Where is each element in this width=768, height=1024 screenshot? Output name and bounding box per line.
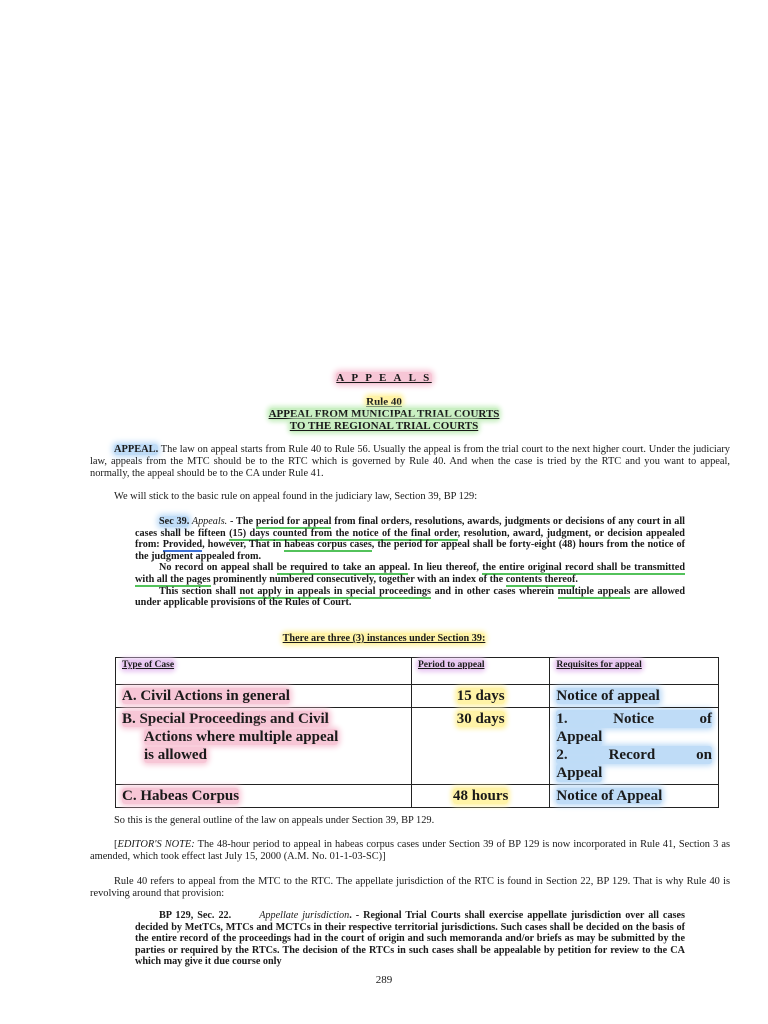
bp129-quote: BP 129, Sec. 22. Appellate jurisdiction. - Regional Trial Courts shall exercise appellate jurisdiction over all cases decided by MetTCs, MTCs and MCTCs in their respective territorial jurisdictions. Such cases shall be decided on the basis of the entire record of the proceedings had in the court of origin and such memoranda and/or briefs as may be submitted by the parties or required by the RTCs. The decision of the RTCs in such cases shall be appealable by petition for review to the CA which may give it due course only	[135, 910, 686, 968]
table-row	[116, 685, 719, 708]
cell-period: 48 hours	[411, 785, 549, 808]
cell-type: C. Habeas Corpus	[116, 785, 412, 808]
cell-period: 15 days	[411, 685, 549, 708]
cell-requisites: 1. Notice of Appeal 2. Record on Appeal	[550, 708, 719, 785]
page-number: 289	[375, 974, 393, 986]
stick-paragraph: We will stick to the basic rule on appeal found in the judiciary law, Section 39, BP 129:	[114, 491, 478, 502]
editor-note: [EDITOR'S NOTE: The 48-hour period to appeal in habeas corpus cases under Section 39 of BP 129 is now incorporated in Rule 41, Section 3 as amended, which took effect last July 15, 2000 (A.M. No. 01-1-03-SC)]	[90, 839, 731, 862]
table-header-row	[116, 658, 719, 685]
rule40-paragraph: Rule 40 refers to appeal from the MTC to the RTC. The appellate jurisdiction of the RTC is found in Section 22, BP 129. That is why Rule 40 is revolving around that provision:	[90, 876, 730, 899]
intro-paragraph	[90, 444, 730, 480]
cell-type: B. Special Proceedings and Civil Actions where multiple appeal is allowed	[116, 708, 412, 785]
instances-heading: There are three (3) instances under Section 39:	[282, 633, 486, 644]
bp129-italic: Appellate jurisdiction	[259, 910, 350, 921]
appeal-table	[115, 657, 719, 808]
sec39-lead: Sec 39.	[159, 516, 190, 527]
intro-text: The law on appeal starts from Rule 40 to Rule 56. Usually the appeal is from the trial court to the next higher court. Under the judiciary law, appeals from the MTC should be to the RTC which is governed by Rule 40. And when the case is tried by the RTC and you want to appeal, normally, the appeal should be to the CA under Rule 41.	[90, 444, 730, 479]
title-heading-line1: APPEAL FROM MUNICIPAL TRIAL COURTS	[268, 408, 500, 420]
bp129-lead: BP 129, Sec. 22.	[159, 910, 232, 921]
cell-period: 30 days	[411, 708, 549, 785]
title-rule: Rule 40	[366, 396, 402, 408]
cell-requisites: Notice of Appeal	[550, 785, 719, 808]
table-row	[116, 785, 719, 808]
cell-requisites: Notice of appeal	[550, 685, 719, 708]
sec39-italic: Appeals.	[189, 516, 228, 527]
title-heading-line2: TO THE REGIONAL TRIAL COURTS	[289, 420, 479, 432]
header-period: Period to appeal	[411, 658, 549, 685]
title-appeals: A P P E A L S	[336, 372, 432, 384]
header-requisites: Requisites for appeal	[550, 658, 719, 685]
outline-paragraph: So this is the general outline of the law on appeals under Section 39, BP 129.	[114, 815, 435, 826]
sec39-quote: Sec 39. Appeals. - The period for appeal from final orders, resolutions, awards, judgments or decisions of any court in all cases shall be fifteen (15) days counted from the notice of the final order, resolution, award, judgment, or decision appealed from: Provided, however, That in habeas corpus cases, the period for appeal shall be forty-eight (48) hours from the notice of the judgment appealed from. No record on appeal shall be required to take an appeal. In lieu thereof, the entire original record shall be transmitted with all the pages prominently numbered consecutively, together with an index of the contents thereof. This section shall not apply in appeals in special proceedings and in other cases wherein multiple appeals are allowed under applicable provisions of the Rules of Court.	[135, 516, 685, 609]
intro-lead: APPEAL.	[114, 444, 159, 455]
header-type: Type of Case	[116, 658, 412, 685]
cell-type: A. Civil Actions in general	[116, 685, 412, 708]
table-row	[116, 708, 719, 785]
editor-note-label: EDITOR'S NOTE:	[117, 839, 195, 850]
